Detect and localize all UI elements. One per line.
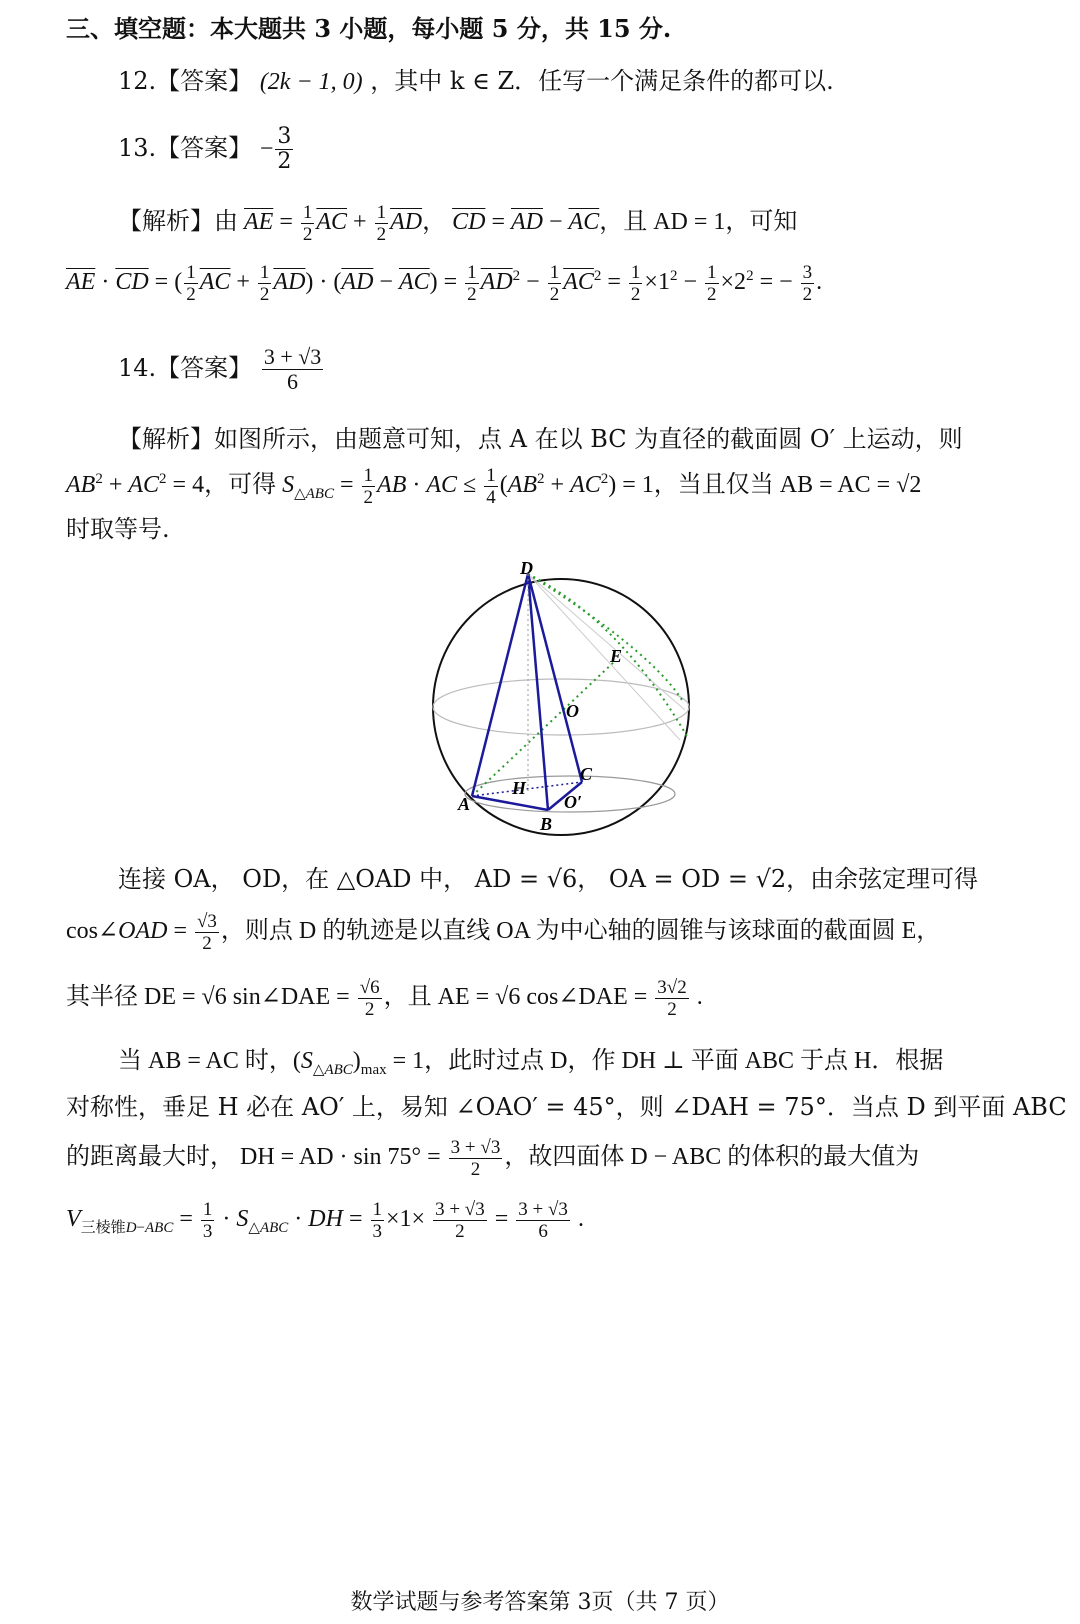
q13-analysis-line1: 【解析】由 $\overline{AE}$ = $\frac{1}{2}$ $\overline{AC}$ + $\frac{1}{2}$ $\overline{AD}$， $\overline{CD} = \overline{AD} - \overline{AC}$，且 AD = 1，可知: [118, 202, 798, 245]
q13-label: 13.【答案】: [118, 134, 253, 162]
q12-line: [118, 66, 834, 97]
q13-analysis-label: 【解析】由: [118, 209, 238, 236]
q14-p3-line3: 的距离最大时， DH = AD · sin 75° = $\frac{3 + √3}{2}$ ，故四面体 D − ABC 的体积的最大值为: [66, 1137, 920, 1180]
label-e: E: [610, 646, 623, 666]
q14-analysis-p1-line2: $AB^2 + AC^2 = 4$，可得 $S_{\triangle ABC}$ = $\frac{1}{2}$ AB · AC ≤ $\frac{1}{4}$ $(AB^2 + AC^2) = 1$，当且仅当 AB = AC = √2: [66, 465, 922, 508]
q14-p3-line2: 对称性，垂足 H 必在 AO′ 上，易知 ∠OAO′ = 45°，则 ∠DAH = 75°．当点 D 到平面 ABC: [66, 1093, 1067, 1121]
q13-answer-num: 3: [277, 124, 292, 149]
q12-answer: (2k − 1, 0): [259, 69, 363, 95]
q13-answer-sign: −: [259, 136, 274, 162]
q14-analysis-p1: 【解析】如图所示，由题意可知，点 A 在以 BC 为直径的截面圆 O′ 上运动，则: [118, 425, 963, 453]
q13-answer-line: [118, 126, 295, 173]
label-d: D: [520, 560, 533, 578]
q13-analysis-mid: ，且 AD = 1，可知: [599, 209, 798, 236]
label-b: B: [540, 814, 553, 834]
q14-p2-line3-head: 其半径 DE = √6 sin∠DAE =: [66, 984, 350, 1011]
q12-label: 12.【答案】: [118, 67, 253, 95]
q13-analysis-line2: $\overline{AE} \cdot \overline{CD}$ = ( $\frac{1}{2}$ $\overline{AC}$ + $\frac{1}{2}$ $\overline{AD}) \cdot (\overline{AD} - \overline{AC})$ = $\frac{1}{2}$ $\overline{AD}^2$ − $\frac{1}{2}$ $\overline{AC}^2$ = $\frac{1}{2}$ $\times 1^2$ − $\frac{1}{2}$ $\times 2^2$ = − $\frac{3}{2}$ .: [66, 262, 823, 305]
q14-p3-line3-head: 的距离最大时， DH = AD · sin 75° =: [66, 1144, 441, 1171]
page-footer: 数学试题与参考答案第 3页（共 7 页）: [350, 1590, 730, 1615]
figure-svg: [430, 560, 700, 840]
q14-p2-line3: 其半径 DE = √6 sin∠DAE = $\frac{√6}{2}$ ，且 AE = √6 cos∠DAE = $\frac{3√2}{2}$ .: [66, 977, 703, 1020]
sphere-tetrahedron-figure: [430, 560, 700, 840]
q14-p3-line1-head: 当 AB = AC 时，: [118, 1048, 293, 1074]
q13-answer-fraction: [275, 126, 293, 173]
q14-analysis-p1-end: 时取等号.: [66, 515, 170, 543]
equator-ellipse: [433, 679, 689, 735]
q14-p3-line3-tail: ，故四面体 D − ABC 的体积的最大值为: [504, 1144, 920, 1171]
section-header: 三、填空题：本大题共 3 小题，每小题 5 分，共 15 分.: [66, 14, 672, 43]
label-o: O: [566, 701, 579, 721]
label-h: H: [512, 778, 527, 798]
faint-line-2: [528, 574, 685, 710]
q12-note: ，其中 k ∈ Z．任写一个满足条件的都可以.: [370, 67, 834, 95]
label-o-prime: O′: [564, 792, 583, 812]
green-dotted-curve-1: [528, 574, 688, 738]
q14-label: 14.【答案】: [118, 354, 253, 382]
label-c: C: [580, 764, 593, 784]
label-a: A: [458, 794, 471, 814]
sphere-outline: [433, 579, 689, 835]
q14-p3-line1-tail: = 1，此时过点 D，作 DH ⊥ 平面 ABC 于点 H．根据: [392, 1048, 944, 1074]
q14-p2-line3-mid: ，且 AE = √6 cos∠DAE =: [383, 984, 648, 1011]
q14-p3-line4: $V_{三棱锥D-ABC}$ = $\frac{1}{3}$ · $S_{\triangle ABC}$ · DH = $\frac{1}{3}$ ×1× $\frac{3 + √3}{2}$ = $\frac{3 + √3}{6}$ .: [66, 1199, 584, 1242]
q13-answer-den: 2: [277, 149, 292, 174]
q14-answer-line: [118, 346, 325, 393]
q14-answer-den: 6: [287, 369, 299, 394]
q14-p3-line1: 当 AB = AC 时，$(S_{\triangle ABC})_{max} = 1$，此时过点 D，作 DH ⊥ 平面 ABC 于点 H．根据: [118, 1048, 944, 1078]
q14-p2-line2-tail: ，则点 D 的轨迹是以直线 OA 为中心轴的圆锥与该球面的截面圆 E，: [220, 918, 941, 945]
q14-p2-line2: cos∠OAD = $\frac{√3}{2}$ ，则点 D 的轨迹是以直线 OA 为中心轴的圆锥与该球面的截面圆 E，: [66, 911, 941, 954]
q14-analysis-p1-tail: ，当且仅当 AB = AC = √2: [653, 472, 922, 499]
q14-p2-line1: 连接 OA， OD，在 △OAD 中， AD = √6， OA = OD = √2，由余弦定理可得: [118, 865, 979, 893]
q14-answer-num: 3 + √3: [263, 344, 322, 369]
q14-answer-fraction: [262, 346, 323, 393]
